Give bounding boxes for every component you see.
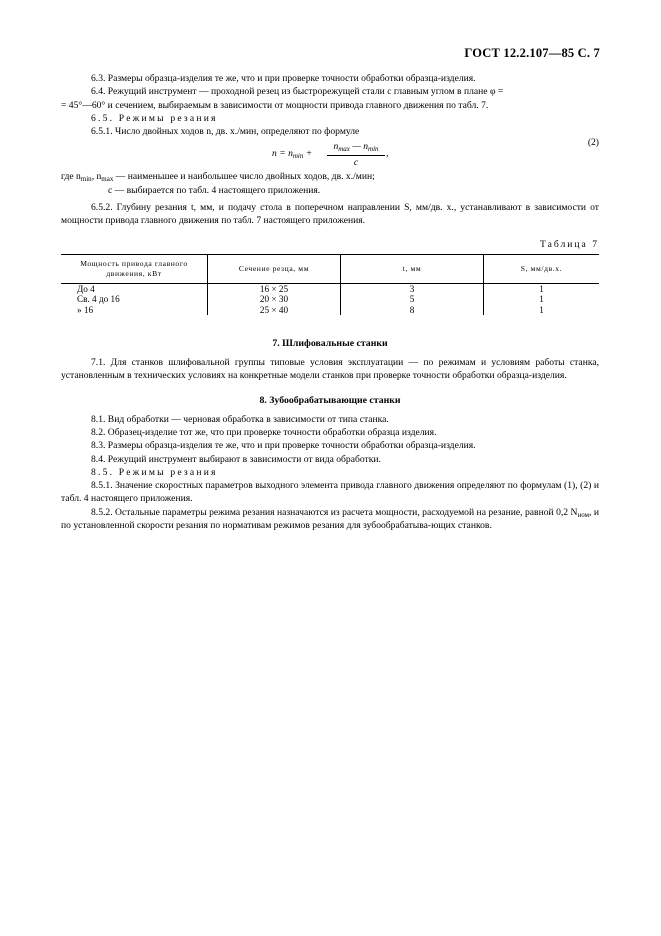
table-row bbox=[61, 305, 599, 316]
col-section: Сечение резца, мм bbox=[208, 254, 341, 283]
para-6-4 bbox=[61, 85, 599, 112]
para-8-2: 8.2. Образец-изделие тот же, что при проверке точности обработки образца изделия. bbox=[91, 426, 437, 438]
cell: До 4 bbox=[77, 283, 95, 294]
table-row bbox=[61, 283, 599, 294]
where-sub2: max bbox=[101, 175, 114, 184]
para-8-5-1: 8.5.1. Значение скоростных параметров выходного элемента привода главного движения определяют по формулам (1), (2) и табл. 4 настоящего приложения. bbox=[61, 480, 599, 505]
where-line-1 bbox=[61, 170, 599, 183]
para-8-5-2-a: 8.5.2. Остальные параметры режима резания назначаются из расчета мощности, расходуемой на резание, равной 0,2 N bbox=[91, 506, 578, 518]
cell: 20 × 30 bbox=[208, 294, 341, 305]
formula-number: (2) bbox=[587, 137, 599, 149]
where-sub1: min bbox=[80, 175, 92, 184]
where-b: , n bbox=[91, 171, 102, 183]
num-b: n bbox=[363, 141, 369, 153]
num-a-sub: max bbox=[338, 145, 350, 154]
formula-lhs-sub: min bbox=[292, 152, 304, 161]
table-row bbox=[61, 294, 599, 305]
where-a: где n bbox=[61, 171, 81, 183]
section-8-title: 8. Зубообрабатывающие станки bbox=[259, 395, 401, 407]
para-8-5: 8.5. Режимы резания bbox=[91, 466, 218, 478]
cell: Св. 4 до 16 bbox=[77, 294, 120, 305]
para-8-1: 8.1. Вид обработки — черновая обработка в зависимости от типа станка. bbox=[91, 413, 389, 425]
para-8-3: 8.3. Размеры образца-изделия те же, что и при проверке точности обработки образца-изделия. bbox=[91, 440, 476, 452]
formula-plus: + bbox=[305, 148, 313, 160]
para-8-5-2-b: , и по установленной скорости резания по нормативам режимов резания для зубообрабатыва-ющих станков. bbox=[61, 506, 599, 532]
num-a: n bbox=[333, 141, 339, 153]
table-7-caption: Таблица 7 bbox=[539, 238, 599, 250]
page-content bbox=[61, 72, 599, 532]
formula-lhs-text: n = n bbox=[272, 148, 293, 160]
para-8-4: 8.4. Режущий инструмент выбирают в зависимости от вида обработки. bbox=[91, 453, 381, 465]
para-6-5-1: 6.5.1. Число двойных ходов n, дв. х./мин, определяют по формуле bbox=[91, 126, 360, 138]
formula-comma: , bbox=[386, 148, 389, 160]
table-header-row bbox=[61, 254, 599, 283]
formula-2 bbox=[61, 137, 599, 168]
num-dash: — bbox=[352, 141, 361, 153]
cell: 8 bbox=[341, 305, 484, 316]
para-6-4-line1: 6.4. Режущий инструмент — проходной резец из быстрорежущей стали с главным углом в плане φ = bbox=[91, 86, 504, 98]
para-6-5: 6.5. Режимы резания bbox=[91, 112, 218, 124]
where-c: — наименьшее и наибольшее число двойных ходов, дв. х./мин; bbox=[113, 171, 375, 183]
cell: 1 bbox=[484, 294, 600, 305]
cell: » 16 bbox=[77, 304, 94, 315]
num-b-sub: min bbox=[368, 145, 379, 154]
cell: 3 bbox=[341, 283, 484, 294]
cell: 5 bbox=[341, 294, 484, 305]
cell: 25 × 40 bbox=[208, 305, 341, 316]
formula-numerator bbox=[327, 140, 385, 155]
formula-denominator: c bbox=[353, 156, 359, 168]
cell: 16 × 25 bbox=[208, 283, 341, 294]
para-6-5-2: 6.5.2. Глубину резания t, мм, и подачу стола в поперечном направлении S, мм/дв. х., устанавливают в зависимости от мощности привода главного движения по табл. 7 настоящего приложения. bbox=[61, 202, 599, 227]
where-line-2: c — выбирается по табл. 4 настоящего приложения. bbox=[108, 184, 321, 196]
col-feed: S, мм/дв.х. bbox=[484, 254, 600, 283]
col-depth: t, мм bbox=[341, 254, 484, 283]
page-header: ГОСТ 12.2.107—85 С. 7 bbox=[464, 46, 600, 60]
para-7-1: 7.1. Для станков шлифовальной группы типовые условия эксплуатации — по режимам и условиям работы станка, установленным в технических условиях на конкретные модели станков при проверке точности обработки образца-изделия. bbox=[61, 356, 599, 382]
para-6-4-line2: = 45°—60° и сечением, выбираемым в зависимости от мощности привода главного движения по табл. 7. bbox=[61, 99, 489, 111]
formula-lhs bbox=[272, 147, 312, 160]
col-power: Мощность привода главного движения, кВт bbox=[61, 254, 208, 283]
formula-fraction bbox=[327, 140, 385, 169]
para-6-3: 6.3. Размеры образца-изделия те же, что и при проверке точности обработки образца-изделия. bbox=[91, 73, 476, 84]
para-8-5-2 bbox=[61, 506, 599, 533]
para-8-5-2-sub: ном bbox=[577, 510, 590, 519]
cell: 1 bbox=[484, 283, 600, 294]
table-7 bbox=[61, 254, 599, 316]
section-7-title: 7. Шлифовальные станки bbox=[272, 338, 388, 350]
cell: 1 bbox=[484, 305, 600, 316]
